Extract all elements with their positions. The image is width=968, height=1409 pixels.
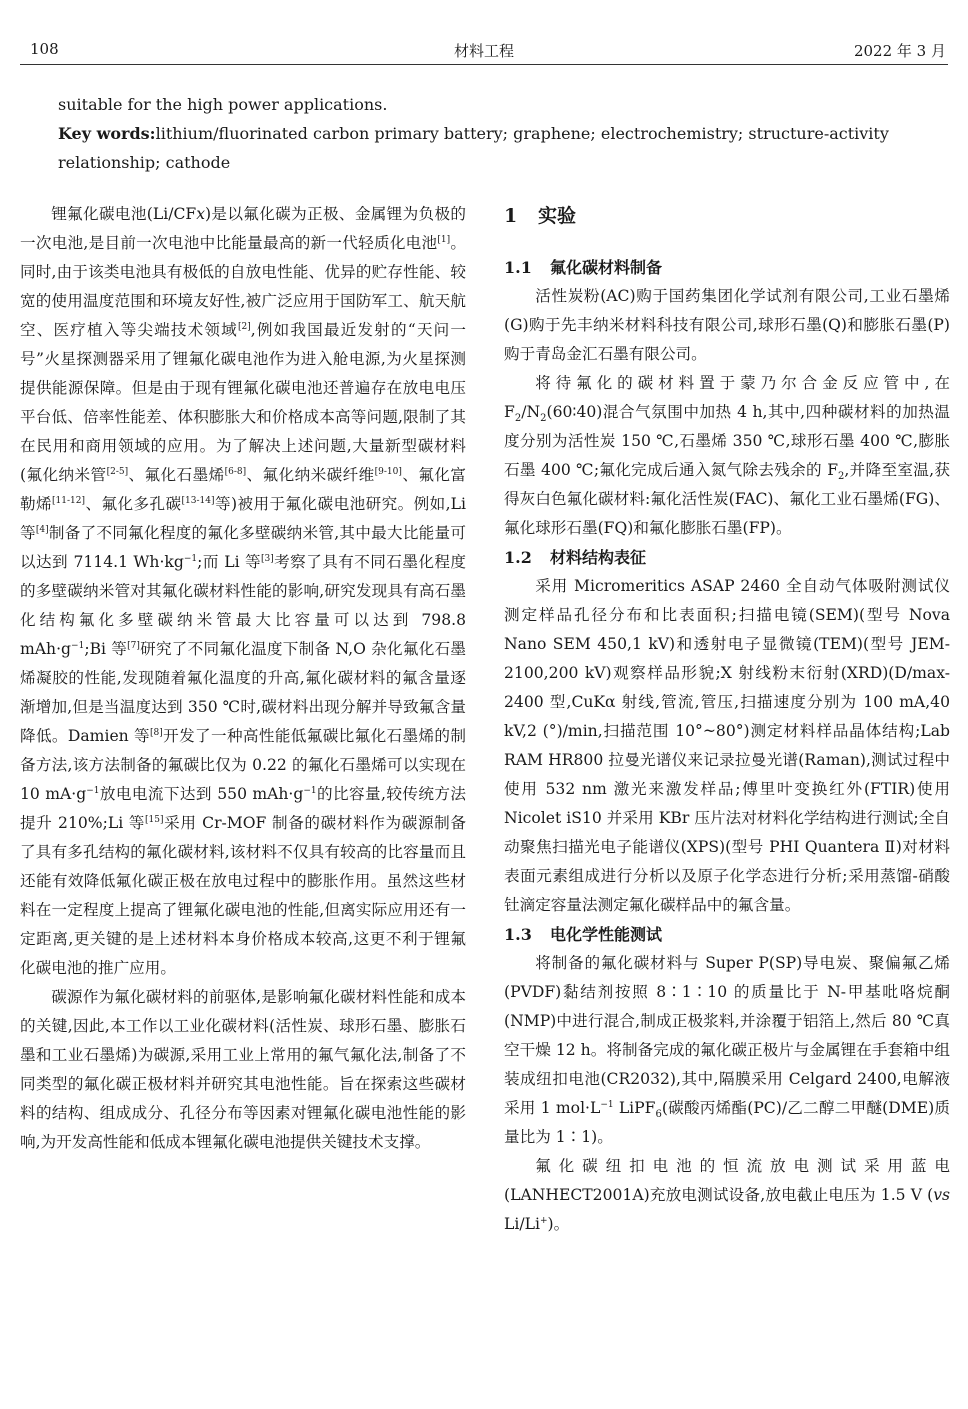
section-1-3-heading: 1.3 电化学性能测试 — [504, 925, 663, 944]
right-column — [504, 200, 950, 1239]
keywords-text: lithium/fluorinated carbon primary battery; graphene; electrochemistry; structure-activity relationship; cathode — [58, 124, 889, 172]
section-1-2-paragraph: 采用 Micromeritics ASAP 2460 全自动气体吸附测试仪测定样品孔径分布和比表面积;扫描电镜(SEM)(型号 Nova Nano SEM 450,1 kV)和透射电子显微镜(TEM)(型号 JEM-2100,200 kV)观察样品形貌;X 射线粉末衍射(XRD)(D/max-2400 型,CuKα 射线,管流,管压,扫描速度分别为 100 mA,40 kV,2 (°)/min,扫描范围 10°~80°)测定材料样品晶体结构;Lab RAM HR800 拉曼光谱仪来记录拉曼光谱(Raman),测试过程中使用 532 nm 激光来激发样品;傅里叶变换红外(FTIR)使用 Nicolet iS10 并采用 KBr 压片法对材料化学结构进行测试;全自动聚焦扫描光电子能谱仪(XPS)(型号 PHI Quantera Ⅱ)对材料表面元素组成进行分析以及原子化学态进行分析;采用蒸馏-硝酸钍滴定容量法测定氟化碳样品中的氟含量。 — [504, 577, 950, 914]
intro-paragraph-2: 碳源作为氟化碳材料的前驱体,是影响氟化碳材料性能和成本的关键,因此,本工作以工业化碳材料(活性炭、球形石墨、膨胀石墨和工业石墨烯)为碳源,采用工业上常用的氟气氟化法,制备了不同类型的氟化碳正极材料并研究其电池性能。旨在探索这些碳材料的结构、组成成分、孔径分布等因素对锂氟化碳电池性能的影响,为开发高性能和低成本锂氟化碳电池提供关键技术支撑。 — [20, 988, 466, 1151]
abstract-tail: suitable for the high power applications. — [58, 95, 388, 114]
keywords-line — [58, 119, 918, 177]
issue-date: 2022 年 3 月 — [853, 42, 946, 60]
section-1-2-heading: 1.2 材料结构表征 — [504, 548, 647, 567]
section-1-heading: 1 实验 — [504, 205, 577, 227]
page-header — [20, 34, 948, 65]
abstract-tail-block — [58, 90, 918, 177]
intro-paragraph-1: 锂氟化碳电池(Li/CFx)是以氟化碳为正极、金属锂为负极的一次电池,是目前一次电池中比能量最高的新一代轻质化电池[1]。同时,由于该类电池具有极低的自放电性能、优异的贮存性能、较宽的使用温度范围和环境友好性,被广泛应用于国防军工、航天航空、医疗植入等尖端技术领域[2],例如我国最近发射的“天问一号”火星探测器采用了锂氟化碳电池作为进入舱电源,为火星探测提供能源保障。但是由于现有锂氟化碳电池还普遍存在放电电压平台低、倍率性能差、体积膨胀大和价格成本高等问题,限制了其在民用和商用领域的应用。为了解决上述问题,大量新型碳材料(氟化纳米管[2-5]、氟化石墨烯[6-8]、氟化纳米碳纤维[9-10]、氟化富勒烯[11-12]、氟化多孔碳[13-14]等)被用于氟化碳电池研究。例如,Li 等[4]制备了不同氟化程度的氟化多壁碳纳米管,其中最大比能量可以达到 7114.1 $Wh\cdot kg^{-1}$;而 Li 等[3]考察了具有不同石墨化程度的多壁碳纳米管对其氟化碳材料性能的影响,研究发现具有高石墨化结构氟化多壁碳纳米管最大比容量可以达到 798.8 $mAh\cdot g^{-1};Bi$ 等[7]研究了不同氟化温度下制备 N,O 杂化氟化石墨烯凝胶的性能,发现随着氟化温度的升高,氟化碳材料的氟含量逐渐增加,但是当温度达到 350 ℃时,碳材料出现分解并导致氟含量降低。Damien 等[8]开发了一种高性能低氟碳比氟化石墨烯的制备方法,该方法制备的氟碳比仅为 0.22 的氟化石墨烯可以实现在 10 $mA\cdot g^{-1}$放电电流下达到 550 $mAh\cdot g^{-1}$的比容量,较传统方法提升 210%;Li 等[15]采用 Cr-MOF 制备的碳材料作为碳源制备了具有多孔结构的氟化碳材料,该材料不仅具有较高的比容量而且还能有效降低氟化碳正极在放电过程中的膨胀作用。虽然这些材料在一定程度上提高了锂氟化碳电池的性能,但离实际应用还有一定距离,更关键的是上述材料本身价格成本较高,这更不利于锂氟化碳电池的推广应用。 — [20, 205, 466, 977]
section-1-3-paragraph-1: 将制备的氟化碳材料与 Super P(SP)导电炭、聚偏氟乙烯(PVDF)黏结剂按照 8∶1∶10 的质量比于 N-甲基吡咯烷酮(NMP)中进行混合,制成正极浆料,并涂覆于铝箔上,然后 80 ℃真空干燥 12 h。将制备完成的氟化碳正极片与金属锂在手套箱中组装成纽扣电池(CR2032),其中,隔膜采用 Celgard 2400,电解液采用 1 $mol\cdot L^{-1}$ LiPF$_6$(碳酸丙烯酯(PC)/乙二醇二甲醚(DME)质量比为 1∶1)。 — [504, 954, 950, 1146]
left-column — [20, 200, 466, 1157]
section-1-1-paragraph-1: 活性炭粉(AC)购于国药集团化学试剂有限公司,工业石墨烯(G)购于先丰纳米材料科技有限公司,球形石墨(Q)和膨胀石墨(P)购于青岛金汇石墨有限公司。 — [504, 287, 950, 363]
section-1-3-paragraph-2: 氟化碳纽扣电池的恒流放电测试采用蓝电(LANHECT2001A)充放电测试设备,放电截止电压为 1.5 V (vs Li/Li+)。 — [504, 1157, 950, 1233]
keywords-label: Key words: — [58, 124, 156, 143]
section-1-1-paragraph-2: 将待氟化的碳材料置于蒙乃尔合金反应管中,在 $F_2/N_2(60∶40)$混合气氛围中加热 4 h,其中,四种碳材料的加热温度分别为活性炭 150 ℃,石墨烯 350 ℃,球形石墨 400 ℃,膨胀石墨 400 ℃;氟化完成后通入氮气除去残余的 $F_2$,并降至室温,获得灰白色氟化碳材料:氟化活性炭(FAC)、氟化工业石墨烯(FG)、氟化球形石墨(FQ)和氟化膨胀石墨(FP)。 — [504, 374, 950, 537]
page-number: 108 — [30, 40, 59, 58]
section-1-1-heading: 1.1 氟化碳材料制备 — [504, 258, 663, 277]
journal-name: 材料工程 — [453, 42, 514, 60]
